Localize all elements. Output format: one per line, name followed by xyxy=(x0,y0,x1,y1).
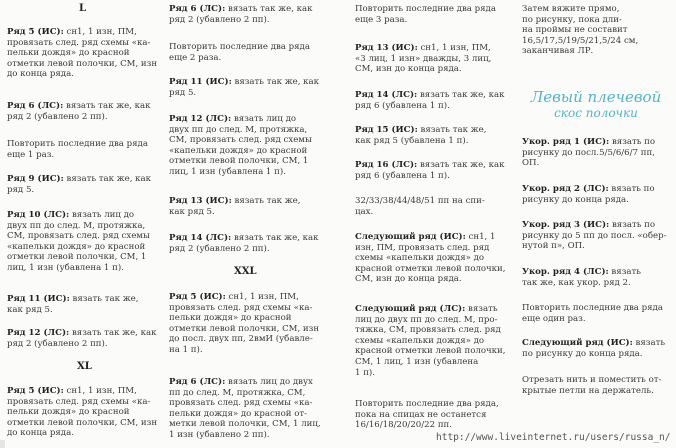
paragraph: Укор. ряд 4 (ЛС): вязать так же, как укор. ряд 2. xyxy=(522,267,641,288)
paragraph: Повторить последние два ряда еще 3 раза. xyxy=(355,4,496,25)
section-heading-script: Левый плечевой скос полочки xyxy=(530,88,662,120)
paragraph: Ряд 5 (ИС): сн1, 1 изн, ПМ, провязать след. ряд схемы «ка- пельки дождя» до красной отметки левой полочки, СМ, изн до конца ряда. xyxy=(7,386,158,439)
paragraph: Следующий ряд (ИС): вязать по рисунку до конца ряда. xyxy=(522,338,666,359)
source-url-watermark: http://www.liveinternet.ru/users/russa_n/ xyxy=(436,432,671,443)
paragraph: Укор. ряд 2 (ЛС): вязать по рисунку до конца ряда. xyxy=(522,184,655,205)
paragraph: Ряд 6 (ЛС): вязать так же, как ряд 2 (убавлено 2 пп). xyxy=(169,4,313,25)
paragraph: Ряд 15 (ИС): вязать так же, как ряд 5 (убавлена 1 п). xyxy=(355,125,487,146)
paragraph: Следующий ряд (ИС): сн1, 1 изн, ПМ, провязать след. ряд схемы «капельки дождя» до красной отметки левой полочки, СМ, изн до конца ряда. xyxy=(355,232,506,285)
size-header-xxl: XXL xyxy=(234,266,257,277)
paragraph: Повторить последние два ряда еще 1 раз. xyxy=(7,139,148,160)
paragraph: Следующий ряд (ЛС): вязать лиц до двух пп до след. М, про- тяжка, СМ, провязать след. ряд схемы «капельки дождя» до красной отметки левой полочки, СМ, 1 лиц, 1 изн (убавлена 1 п). xyxy=(355,304,506,378)
paragraph: Ряд 16 (ЛС): вязать так же, как ряд 6 (убавлена 1 п). xyxy=(355,160,505,181)
paragraph: Ряд 6 (ЛС): вязать так же, как ряд 2 (убавлено 2 пп). xyxy=(7,101,151,122)
paragraph: Ряд 13 (ИС): вязать так же, как ряд 5. xyxy=(169,196,301,217)
paragraph: 32/33/38/44/48/51 пп на спи- цах. xyxy=(355,196,485,217)
paragraph: Укор. ряд 1 (ИС): вязать по рисунку до посл.5/5/6/6/7 пп, ОП. xyxy=(522,137,656,169)
paragraph: Ряд 6 (ЛС): вязать лиц до двух пп до след. М, протяжка, СМ, провязать след. ряд схемы «ка- пельки дождя» до красной от- метки левой полочки, СМ, 1 лиц, 1 изн (убавлено 2 пп). xyxy=(169,377,321,440)
paragraph: Повторить последние два ряда еще один раз. xyxy=(522,303,663,324)
paragraph: Ряд 5 (ИС): сн1, 1 изн, ПМ, провязать след. ряд схемы «ка- пельки дождя» до красной отметки левой полочки, СМ, изн до конца ряда. xyxy=(7,27,158,80)
paragraph: Укор. ряд 3 (ИС): вязать по рисунку до 5 пп до посл. «обер- нутой п», ОП. xyxy=(522,220,667,252)
paragraph: Затем вяжите прямо, по рисунку, пока дли- на проймы не составит 16,5/17,5/19/5/21,5/24 см, заканчивая ЛР. xyxy=(522,4,639,57)
paragraph: Ряд 14 (ЛС): вязать так же, как ряд 2 (убавлено 2 пп). xyxy=(169,233,319,254)
paragraph: Повторить последние два ряда еще 2 раза. xyxy=(169,42,310,63)
paragraph: Повторить последние два ряда, пока на спицах не останется 16/16/18/20/20/22 пп. xyxy=(355,399,499,431)
paragraph: Ряд 9 (ИС): вязать так же, как ряд 5. xyxy=(7,174,152,195)
paragraph: Ряд 11 (ИС): вязать так же, как ряд 5. xyxy=(169,77,320,98)
paragraph: Ряд 12 (ЛС): вязать так же, как ряд 2 (убавлено 2 пп). xyxy=(7,328,157,349)
paragraph: Ряд 5 (ИС): сн1, 1 изн, ПМ, провязать след. ряд схемы «ка- пельки дождя» до красной отметки левой полочки, СМ, изн до посл. двух пп, 2вмИ (убавле- на 1 п). xyxy=(169,292,320,355)
paragraph: Ряд 10 (ЛС): вязать лиц до двух пп до след. М, протяжка, СМ, провязать след. ряд схемы «капельки дождя» до красной отметки левой полочки, СМ, 1 лиц, 1 изн (убавлена 1 п). xyxy=(7,210,150,273)
paragraph: Ряд 14 (ЛС): вязать так же, как ряд 6 (убавлена 1 п). xyxy=(355,90,505,111)
paragraph: Ряд 11 (ИС): вязать так же, как ряд 5. xyxy=(7,294,139,315)
page-edge xyxy=(0,440,5,448)
paragraph: Отрезать нить и поместить от- крытые петли на держатель. xyxy=(522,375,662,396)
size-header-l: L xyxy=(79,3,87,14)
paragraph: Ряд 13 (ИС): сн1, 1 изн, ПМ, «3 лиц, 1 изн» дважды, 3 лиц, СМ, изн до конца ряда. xyxy=(355,43,492,75)
paragraph: Ряд 12 (ЛС): вязать лиц до двух пп до след. М, протяжка, СМ, провязать след. ряд схемы «капельки дождя» до красной отметки левой полочки, СМ, 1 лиц, 1 изн (убавлена 1 п). xyxy=(169,114,312,177)
size-header-xl: XL xyxy=(77,361,92,372)
